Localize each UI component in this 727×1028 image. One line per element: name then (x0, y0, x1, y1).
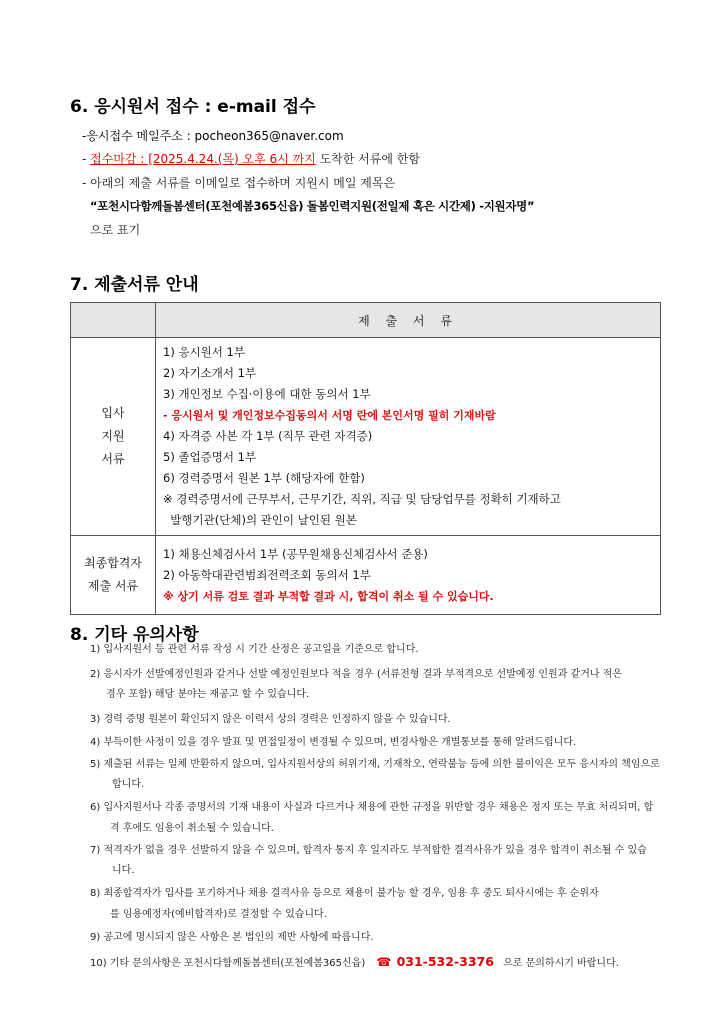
phone-number: 031-532-3376 (396, 954, 494, 969)
list-item: ※ 경력증명서에 근무부서, 근무기간, 직위, 직급 및 담당업무를 정확히 기재하고 (163, 492, 561, 506)
contact-suffix: 으로 문의하시기 바랍니다. (503, 958, 619, 969)
note-4: 4) 부득이한 사정이 있을 경우 발표 및 면접일정이 변경될 수 있으며, 변경사항은 개별통보를 통해 알려드립니다. (90, 737, 577, 748)
list-item: 4) 자격증 사본 각 1부 (직무 관련 자격증) (163, 429, 373, 443)
row2-items (156, 536, 661, 615)
phone-icon: ☎ (376, 955, 392, 969)
row1-label-line: 지원 (101, 429, 125, 443)
table-row (71, 338, 661, 536)
note-7-cont: 니다. (112, 865, 135, 876)
row2-label-line: 최종합격자 (84, 556, 142, 570)
list-item: 발행기관(단체)의 관인이 날인된 원본 (163, 513, 357, 527)
section7-title: 7. 제출서류 안내 (70, 275, 199, 295)
subject-suffix: 으로 표기 (90, 223, 141, 237)
note-3: 3) 경력 증명 원본이 확인되지 않은 이력서 상의 경력은 인정하지 않을 수 있습니다. (90, 714, 451, 725)
note-7: 7) 적격자가 없을 경우 선발하지 않을 수 있으며, 합격자 통지 후 일지라도 부적합한 결격사유가 있을 경우 합격이 취소될 수 있습 (90, 845, 647, 856)
table-header: 제 출 서 류 (156, 303, 661, 338)
row1-items (156, 338, 661, 536)
deadline-red: 접수마감 : [2025.4.24.(목) 오후 6시 까지 (90, 152, 316, 166)
submit-line: - 아래의 제출 서류를 이메일로 접수하며 지원시 메일 제목은 (82, 176, 396, 190)
deadline-line (82, 150, 420, 167)
row1-label-line: 입사 (101, 406, 125, 420)
list-item: 2) 자기소개서 1부 (163, 366, 257, 380)
section6-title: 6. 응시원서 접수 : e-mail 접수 (70, 97, 316, 117)
note-5-cont: 합니다. (112, 779, 145, 790)
cancellation-notice: ※ 상기 서류 검토 결과 부적합 결과 시, 합격이 취소 될 수 있습니다. (163, 589, 494, 603)
note-6-cont: 격 후에도 임용이 취소될 수 있습니다. (110, 823, 274, 834)
list-item: 6) 경력증명서 원본 1부 (해당자에 한함) (163, 471, 365, 485)
note-1: 1) 입사지원서 등 관련 서류 작성 시 기간 산정은 공고일을 기준으로 합니다. (90, 644, 419, 655)
contact-line (90, 955, 619, 971)
list-item: 1) 채용신체검사서 1부 (공무원채용신체검사서 준용) (163, 546, 428, 561)
note-8-cont: 를 임용예정자(예비합격자)로 결정할 수 있습니다. (110, 909, 327, 920)
documents-table (70, 302, 661, 615)
table-header-blank (71, 303, 156, 338)
row1-label (71, 338, 156, 536)
note-2-cont: 경우 포함) 해당 분야는 재공고 할 수 있습니다. (106, 689, 310, 700)
signature-notice: - 응시원서 및 개인정보수집동의서 서명 란에 본인서명 필히 기재바람 (163, 409, 496, 422)
list-item: 3) 개인정보 수집·이용에 대한 동의서 1부 (163, 387, 371, 401)
contact-prefix: 10) 기타 문의사항은 포천시다함께돌봄센터(포천예봄365신읍) (90, 958, 366, 969)
deadline-dash: - (82, 152, 91, 166)
note-5: 5) 제출된 서류는 일체 반환하지 않으며, 입사지원서상의 허위기재, 기재착오, 연락불능 등에 의한 불이익은 모두 응시자의 책임으로 (90, 759, 660, 770)
table-row (71, 536, 661, 615)
note-2: 2) 응시자가 선발예정인원과 같거나 선발 예정인원보다 적을 경우 (서류전형 결과 부적격으로 선발예정 인원과 같거나 적은 (90, 669, 623, 680)
note-9: 9) 공고에 명시되지 않은 사항은 본 법인의 제반 사항에 따릅니다. (90, 932, 374, 943)
note-6: 6) 입사지원서나 각종 증명서의 기재 내용이 사실과 다르거나 채용에 관한 규정을 위반할 경우 채용은 정지 또는 무효 처리되며, 합 (90, 802, 654, 813)
table-header-row (71, 303, 661, 338)
row2-label-line: 제출 서류 (87, 579, 139, 593)
mail-subject: “포천시다함께돌봄센터(포천예봄365신읍) 돌봄인력지원(전일제 혹은 시간제) -지원자명” (90, 199, 535, 213)
list-item: 1) 응시원서 1부 (163, 345, 245, 359)
email-line: -응시접수 메일주소 : pocheon365@naver.com (82, 129, 344, 143)
section8-title: 8. 기타 유의사항 (70, 625, 199, 645)
list-item: 5) 졸업증명서 1부 (163, 450, 257, 464)
note-8: 8) 최종합격자가 입사를 포기하거나 채용 결격사유 등으로 채용이 불가능 할 경우, 임용 후 중도 퇴사시에는 후 순위자 (90, 888, 599, 899)
deadline-rest: 도착한 서류에 한함 (315, 152, 420, 166)
row2-label (71, 536, 156, 615)
row1-label-line: 서류 (101, 452, 125, 466)
list-item: 2) 아동학대관련범죄전력조회 동의서 1부 (163, 567, 371, 582)
